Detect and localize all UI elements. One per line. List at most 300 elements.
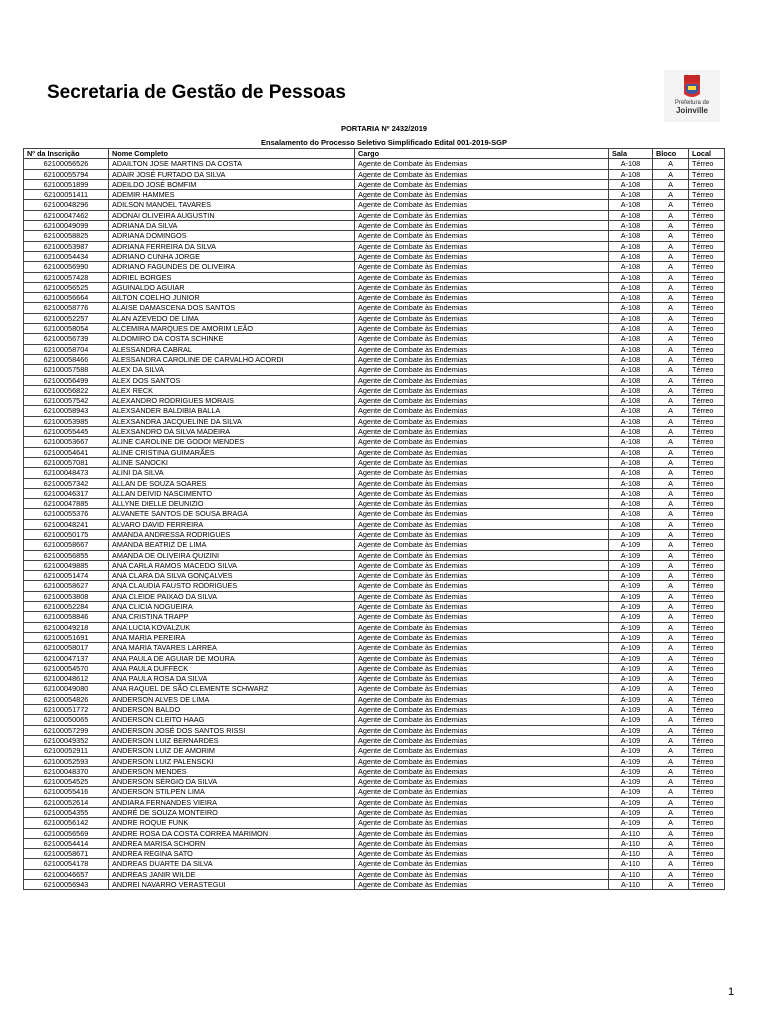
- cell-bloco: A: [653, 200, 689, 210]
- cell-bloco: A: [653, 190, 689, 200]
- column-header-cargo: Cargo: [355, 149, 609, 159]
- cell-sala: A-108: [609, 169, 653, 179]
- cell-local: Térreo: [689, 231, 725, 241]
- cell-bloco: A: [653, 663, 689, 673]
- cell-bloco: A: [653, 437, 689, 447]
- table-row: [24, 221, 725, 231]
- cell-cargo: Agente de Combate às Endemias: [355, 190, 609, 200]
- cell-sala: A-108: [609, 447, 653, 457]
- cell-sala: A-108: [609, 437, 653, 447]
- cell-nome: ANA CLAUDIA FAUSTO RODRIGUES: [109, 581, 355, 591]
- cell-local: Térreo: [689, 612, 725, 622]
- cell-inscricao: 62100051691: [24, 632, 109, 642]
- cell-inscricao: 62100056822: [24, 385, 109, 395]
- cell-cargo: Agente de Combate às Endemias: [355, 499, 609, 509]
- table-row: [24, 385, 725, 395]
- column-header-inscricao: Nº da Inscrição: [24, 149, 109, 159]
- cell-bloco: A: [653, 293, 689, 303]
- cell-cargo: Agente de Combate às Endemias: [355, 591, 609, 601]
- table-row: [24, 406, 725, 416]
- cell-local: Térreo: [689, 251, 725, 261]
- cell-local: Térreo: [689, 766, 725, 776]
- cell-bloco: A: [653, 777, 689, 787]
- cell-inscricao: 62100056499: [24, 375, 109, 385]
- cell-sala: A-109: [609, 694, 653, 704]
- cell-sala: A-108: [609, 231, 653, 241]
- cell-cargo: Agente de Combate às Endemias: [355, 468, 609, 478]
- cell-nome: ALINE SANOCKI: [109, 457, 355, 467]
- table-row: [24, 293, 725, 303]
- table-row: [24, 396, 725, 406]
- cell-bloco: A: [653, 705, 689, 715]
- cell-nome: ALVANETE SANTOS DE SOUSA BRAGA: [109, 509, 355, 519]
- cell-inscricao: 62100046317: [24, 488, 109, 498]
- table-row: [24, 622, 725, 632]
- cell-cargo: Agente de Combate às Endemias: [355, 416, 609, 426]
- column-header-sala: Sala: [609, 149, 653, 159]
- cell-nome: ANDERSON BALDO: [109, 705, 355, 715]
- cell-local: Térreo: [689, 468, 725, 478]
- cell-sala: A-108: [609, 282, 653, 292]
- table-row: [24, 457, 725, 467]
- cell-nome: ANA MARIA TAVARES LARREA: [109, 643, 355, 653]
- cell-nome: ALLYNE DIELLE DEUNIZIO: [109, 499, 355, 509]
- table-row: [24, 499, 725, 509]
- table-row: [24, 529, 725, 539]
- cell-local: Térreo: [689, 303, 725, 313]
- cell-cargo: Agente de Combate às Endemias: [355, 797, 609, 807]
- seating-table: [23, 148, 725, 890]
- cell-cargo: Agente de Combate às Endemias: [355, 612, 609, 622]
- cell-nome: ANDERSON MENDES: [109, 766, 355, 776]
- cell-sala: A-109: [609, 818, 653, 828]
- cell-sala: A-109: [609, 550, 653, 560]
- table-row: [24, 869, 725, 879]
- cell-nome: ALEX RECK: [109, 385, 355, 395]
- table-row: [24, 344, 725, 354]
- cell-local: Térreo: [689, 262, 725, 272]
- cell-inscricao: 62100054826: [24, 694, 109, 704]
- cell-inscricao: 62100057542: [24, 396, 109, 406]
- cell-nome: ALINI DA SILVA: [109, 468, 355, 478]
- cell-nome: ALEXSANDRO DA SILVA MADEIRA: [109, 427, 355, 437]
- cell-cargo: Agente de Combate às Endemias: [355, 560, 609, 570]
- cell-local: Térreo: [689, 581, 725, 591]
- cell-local: Térreo: [689, 735, 725, 745]
- cell-inscricao: 62100056739: [24, 334, 109, 344]
- cell-bloco: A: [653, 457, 689, 467]
- cell-bloco: A: [653, 221, 689, 231]
- cell-sala: A-109: [609, 808, 653, 818]
- cell-cargo: Agente de Combate às Endemias: [355, 324, 609, 334]
- cell-sala: A-108: [609, 396, 653, 406]
- cell-local: Térreo: [689, 159, 725, 169]
- cell-bloco: A: [653, 797, 689, 807]
- cell-bloco: A: [653, 674, 689, 684]
- cell-cargo: Agente de Combate às Endemias: [355, 365, 609, 375]
- cell-nome: ALAN AZEVEDO DE LIMA: [109, 313, 355, 323]
- cell-sala: A-109: [609, 602, 653, 612]
- cell-inscricao: 62100048241: [24, 519, 109, 529]
- cell-sala: A-108: [609, 488, 653, 498]
- cell-cargo: Agente de Combate às Endemias: [355, 756, 609, 766]
- page-number: 1: [728, 986, 735, 998]
- cell-sala: A-109: [609, 632, 653, 642]
- cell-sala: A-108: [609, 272, 653, 282]
- cell-bloco: A: [653, 509, 689, 519]
- table-row: [24, 375, 725, 385]
- cell-sala: A-108: [609, 251, 653, 261]
- cell-local: Térreo: [689, 396, 725, 406]
- table-row: [24, 828, 725, 838]
- cell-inscricao: 62100054178: [24, 859, 109, 869]
- cell-inscricao: 62100049352: [24, 735, 109, 745]
- table-row: [24, 519, 725, 529]
- cell-sala: A-108: [609, 190, 653, 200]
- cell-cargo: Agente de Combate às Endemias: [355, 787, 609, 797]
- table-row: [24, 478, 725, 488]
- cell-cargo: Agente de Combate às Endemias: [355, 859, 609, 869]
- cell-local: Térreo: [689, 416, 725, 426]
- table-row: [24, 159, 725, 169]
- table-row: [24, 653, 725, 663]
- cell-local: Térreo: [689, 828, 725, 838]
- cell-inscricao: 62100056943: [24, 880, 109, 890]
- cell-nome: ANA CLARA DA SILVA GONÇALVES: [109, 571, 355, 581]
- cell-sala: A-108: [609, 210, 653, 220]
- cell-bloco: A: [653, 859, 689, 869]
- cell-nome: ADAIR JOSÉ FURTADO DA SILVA: [109, 169, 355, 179]
- cell-bloco: A: [653, 179, 689, 189]
- cell-bloco: A: [653, 869, 689, 879]
- cell-local: Térreo: [689, 797, 725, 807]
- cell-local: Térreo: [689, 725, 725, 735]
- cell-nome: ANDREA REGINA SATO: [109, 849, 355, 859]
- cell-local: Térreo: [689, 385, 725, 395]
- cell-inscricao: 62100054414: [24, 838, 109, 848]
- cell-nome: ANA CLEIDE PAIXAO DA SILVA: [109, 591, 355, 601]
- column-header-local: Local: [689, 149, 725, 159]
- cell-nome: ANDRE ROQUE FUNK: [109, 818, 355, 828]
- cell-cargo: Agente de Combate às Endemias: [355, 334, 609, 344]
- cell-bloco: A: [653, 602, 689, 612]
- table-row: [24, 540, 725, 550]
- cell-sala: A-108: [609, 457, 653, 467]
- table-row: [24, 571, 725, 581]
- cell-inscricao: 62100051772: [24, 705, 109, 715]
- cell-sala: A-108: [609, 324, 653, 334]
- cell-sala: A-108: [609, 179, 653, 189]
- cell-local: Térreo: [689, 550, 725, 560]
- cell-nome: ADEILDO JOSÉ BOMFIM: [109, 179, 355, 189]
- cell-local: Térreo: [689, 457, 725, 467]
- cell-bloco: A: [653, 632, 689, 642]
- table-row: [24, 190, 725, 200]
- logo-text: Prefeitura de: [674, 100, 710, 106]
- cell-sala: A-109: [609, 529, 653, 539]
- table-row: [24, 777, 725, 787]
- cell-bloco: A: [653, 396, 689, 406]
- table-row: [24, 725, 725, 735]
- cell-cargo: Agente de Combate às Endemias: [355, 550, 609, 560]
- cell-bloco: A: [653, 746, 689, 756]
- table-row: [24, 354, 725, 364]
- cell-nome: ADRIEL BORGES: [109, 272, 355, 282]
- cell-bloco: A: [653, 282, 689, 292]
- cell-cargo: Agente de Combate às Endemias: [355, 231, 609, 241]
- cell-bloco: A: [653, 334, 689, 344]
- cell-nome: ANDERSON JOSÉ DOS SANTOS RISSI: [109, 725, 355, 735]
- cell-sala: A-108: [609, 468, 653, 478]
- cell-bloco: A: [653, 828, 689, 838]
- cell-sala: A-108: [609, 478, 653, 488]
- cell-bloco: A: [653, 251, 689, 261]
- cell-cargo: Agente de Combate às Endemias: [355, 169, 609, 179]
- cell-inscricao: 62100046657: [24, 869, 109, 879]
- cell-sala: A-109: [609, 612, 653, 622]
- cell-inscricao: 62100054641: [24, 447, 109, 457]
- cell-inscricao: 62100057342: [24, 478, 109, 488]
- cell-nome: ANA RAQUEL DE SÃO CLEMENTE SCHWARZ: [109, 684, 355, 694]
- cell-cargo: Agente de Combate às Endemias: [355, 777, 609, 787]
- page-title: Secretaria de Gestão de Pessoas: [47, 82, 346, 103]
- cell-local: Térreo: [689, 437, 725, 447]
- cell-nome: ANDIARA FERNANDES VIEIRA: [109, 797, 355, 807]
- cell-inscricao: 62100052911: [24, 746, 109, 756]
- table-row: [24, 746, 725, 756]
- cell-inscricao: 62100058627: [24, 581, 109, 591]
- cell-bloco: A: [653, 488, 689, 498]
- cell-nome: ALDOMIRO DA COSTA SCHINKE: [109, 334, 355, 344]
- cell-bloco: A: [653, 612, 689, 622]
- cell-inscricao: 62100049080: [24, 684, 109, 694]
- cell-bloco: A: [653, 169, 689, 179]
- cell-sala: A-109: [609, 756, 653, 766]
- cell-inscricao: 62100054525: [24, 777, 109, 787]
- table-row: [24, 272, 725, 282]
- cell-nome: ANDERSON LUIZ PALENSCKI: [109, 756, 355, 766]
- cell-cargo: Agente de Combate às Endemias: [355, 282, 609, 292]
- cell-bloco: A: [653, 571, 689, 581]
- table-row: [24, 787, 725, 797]
- cell-cargo: Agente de Combate às Endemias: [355, 735, 609, 745]
- cell-sala: A-109: [609, 705, 653, 715]
- table-row: [24, 509, 725, 519]
- cell-inscricao: 62100048370: [24, 766, 109, 776]
- cell-inscricao: 62100052257: [24, 313, 109, 323]
- cell-sala: A-108: [609, 262, 653, 272]
- table-row: [24, 818, 725, 828]
- cell-cargo: Agente de Combate às Endemias: [355, 406, 609, 416]
- cell-sala: A-109: [609, 725, 653, 735]
- cell-sala: A-109: [609, 684, 653, 694]
- portaria-number: PORTARIA Nº 2432/2019: [340, 124, 428, 133]
- cell-local: Térreo: [689, 282, 725, 292]
- cell-inscricao: 62100057081: [24, 457, 109, 467]
- cell-sala: A-108: [609, 509, 653, 519]
- cell-sala: A-109: [609, 746, 653, 756]
- cell-nome: ALESSANDRA CABRAL: [109, 344, 355, 354]
- cell-nome: ALLAN DEIVID NASCIMENTO: [109, 488, 355, 498]
- cell-inscricao: 62100057299: [24, 725, 109, 735]
- cell-bloco: A: [653, 694, 689, 704]
- cell-bloco: A: [653, 529, 689, 539]
- table-row: [24, 705, 725, 715]
- table-row: [24, 334, 725, 344]
- table-row: [24, 447, 725, 457]
- cell-cargo: Agente de Combate às Endemias: [355, 663, 609, 673]
- cell-local: Térreo: [689, 787, 725, 797]
- cell-bloco: A: [653, 231, 689, 241]
- cell-sala: A-109: [609, 560, 653, 570]
- cell-inscricao: 62100055794: [24, 169, 109, 179]
- cell-nome: ADRIANA DOMINGOS: [109, 231, 355, 241]
- cell-nome: ALEXSANDRA JACQUELINE DA SILVA: [109, 416, 355, 426]
- cell-sala: A-110: [609, 869, 653, 879]
- cell-inscricao: 62100056569: [24, 828, 109, 838]
- cell-bloco: A: [653, 427, 689, 437]
- cell-cargo: Agente de Combate às Endemias: [355, 210, 609, 220]
- cell-cargo: Agente de Combate às Endemias: [355, 457, 609, 467]
- cell-local: Térreo: [689, 190, 725, 200]
- cell-local: Térreo: [689, 663, 725, 673]
- cell-nome: ADONAI OLIVEIRA AUGUSTIN: [109, 210, 355, 220]
- cell-inscricao: 62100056142: [24, 818, 109, 828]
- table-row: [24, 715, 725, 725]
- cell-sala: A-108: [609, 159, 653, 169]
- cell-cargo: Agente de Combate às Endemias: [355, 643, 609, 653]
- cell-inscricao: 62100049099: [24, 221, 109, 231]
- cell-nome: ANA MARIA PEREIRA: [109, 632, 355, 642]
- table-row: [24, 756, 725, 766]
- cell-inscricao: 62100053985: [24, 416, 109, 426]
- cell-nome: AMANDA BEATRIZ DE LIMA: [109, 540, 355, 550]
- cell-cargo: Agente de Combate às Endemias: [355, 622, 609, 632]
- table-row: [24, 808, 725, 818]
- cell-cargo: Agente de Combate às Endemias: [355, 725, 609, 735]
- cell-bloco: A: [653, 344, 689, 354]
- cell-nome: ALINE CRISTINA GUIMARÃES: [109, 447, 355, 457]
- cell-bloco: A: [653, 468, 689, 478]
- cell-cargo: Agente de Combate às Endemias: [355, 293, 609, 303]
- cell-sala: A-109: [609, 591, 653, 601]
- cell-inscricao: 62100052614: [24, 797, 109, 807]
- cell-local: Térreo: [689, 200, 725, 210]
- cell-nome: ADEMIR HAMMES: [109, 190, 355, 200]
- cell-sala: A-110: [609, 859, 653, 869]
- cell-cargo: Agente de Combate às Endemias: [355, 818, 609, 828]
- cell-nome: ANA PAULA DE AGUIAR DE MOURA: [109, 653, 355, 663]
- cell-nome: AMANDA DE OLIVEIRA QUIZINI: [109, 550, 355, 560]
- cell-nome: ANDERSON SÉRGIO DA SILVA: [109, 777, 355, 787]
- table-row: [24, 231, 725, 241]
- table-row: [24, 612, 725, 622]
- cell-inscricao: 62100054434: [24, 251, 109, 261]
- cell-local: Térreo: [689, 509, 725, 519]
- cell-local: Térreo: [689, 838, 725, 848]
- cell-cargo: Agente de Combate às Endemias: [355, 632, 609, 642]
- cell-local: Térreo: [689, 849, 725, 859]
- cell-sala: A-109: [609, 571, 653, 581]
- cell-bloco: A: [653, 159, 689, 169]
- cell-inscricao: 62100058466: [24, 354, 109, 364]
- cell-bloco: A: [653, 375, 689, 385]
- cell-sala: A-109: [609, 663, 653, 673]
- cell-bloco: A: [653, 643, 689, 653]
- cell-local: Térreo: [689, 705, 725, 715]
- cell-local: Térreo: [689, 818, 725, 828]
- cell-local: Térreo: [689, 684, 725, 694]
- cell-bloco: A: [653, 684, 689, 694]
- cell-nome: ADRIANO FAGUNDES DE OLIVEIRA: [109, 262, 355, 272]
- cell-cargo: Agente de Combate às Endemias: [355, 262, 609, 272]
- table-header-row: [24, 149, 725, 159]
- cell-local: Térreo: [689, 591, 725, 601]
- cell-inscricao: 62100056855: [24, 550, 109, 560]
- cell-nome: ANDREAS JANIR WILDE: [109, 869, 355, 879]
- logo-city: Joinville: [675, 106, 708, 115]
- cell-inscricao: 62100054355: [24, 808, 109, 818]
- cell-nome: ALEX DA SILVA: [109, 365, 355, 375]
- cell-bloco: A: [653, 715, 689, 725]
- cell-nome: ANA CRISTINA TRAPP: [109, 612, 355, 622]
- cell-bloco: A: [653, 550, 689, 560]
- cell-local: Térreo: [689, 540, 725, 550]
- cell-cargo: Agente de Combate às Endemias: [355, 808, 609, 818]
- cell-local: Térreo: [689, 272, 725, 282]
- cell-nome: ANA LUCIA KOVALZUK: [109, 622, 355, 632]
- cell-inscricao: 62100054570: [24, 663, 109, 673]
- table-row: [24, 766, 725, 776]
- cell-inscricao: 62100050065: [24, 715, 109, 725]
- cell-local: Térreo: [689, 210, 725, 220]
- table-row: [24, 694, 725, 704]
- table-row: [24, 632, 725, 642]
- cell-sala: A-108: [609, 344, 653, 354]
- table-row: [24, 581, 725, 591]
- cell-bloco: A: [653, 808, 689, 818]
- cell-inscricao: 62100053987: [24, 241, 109, 251]
- cell-bloco: A: [653, 787, 689, 797]
- table-row: [24, 416, 725, 426]
- cell-cargo: Agente de Combate às Endemias: [355, 437, 609, 447]
- cell-bloco: A: [653, 581, 689, 591]
- cell-sala: A-109: [609, 540, 653, 550]
- cell-bloco: A: [653, 262, 689, 272]
- cell-cargo: Agente de Combate às Endemias: [355, 869, 609, 879]
- cell-local: Térreo: [689, 344, 725, 354]
- cell-local: Térreo: [689, 488, 725, 498]
- cell-cargo: Agente de Combate às Endemias: [355, 540, 609, 550]
- cell-cargo: Agente de Combate às Endemias: [355, 200, 609, 210]
- cell-inscricao: 62100058943: [24, 406, 109, 416]
- cell-cargo: Agente de Combate às Endemias: [355, 529, 609, 539]
- cell-local: Térreo: [689, 293, 725, 303]
- cell-local: Térreo: [689, 427, 725, 437]
- cell-inscricao: 62100056526: [24, 159, 109, 169]
- cell-local: Térreo: [689, 406, 725, 416]
- cell-inscricao: 62100052284: [24, 602, 109, 612]
- table-row: [24, 643, 725, 653]
- cell-bloco: A: [653, 653, 689, 663]
- cell-inscricao: 62100056525: [24, 282, 109, 292]
- cell-nome: ANDERSON CLEITO HAAG: [109, 715, 355, 725]
- cell-bloco: A: [653, 766, 689, 776]
- cell-sala: A-109: [609, 622, 653, 632]
- cell-sala: A-108: [609, 385, 653, 395]
- cell-sala: A-108: [609, 334, 653, 344]
- cell-inscricao: 62100055376: [24, 509, 109, 519]
